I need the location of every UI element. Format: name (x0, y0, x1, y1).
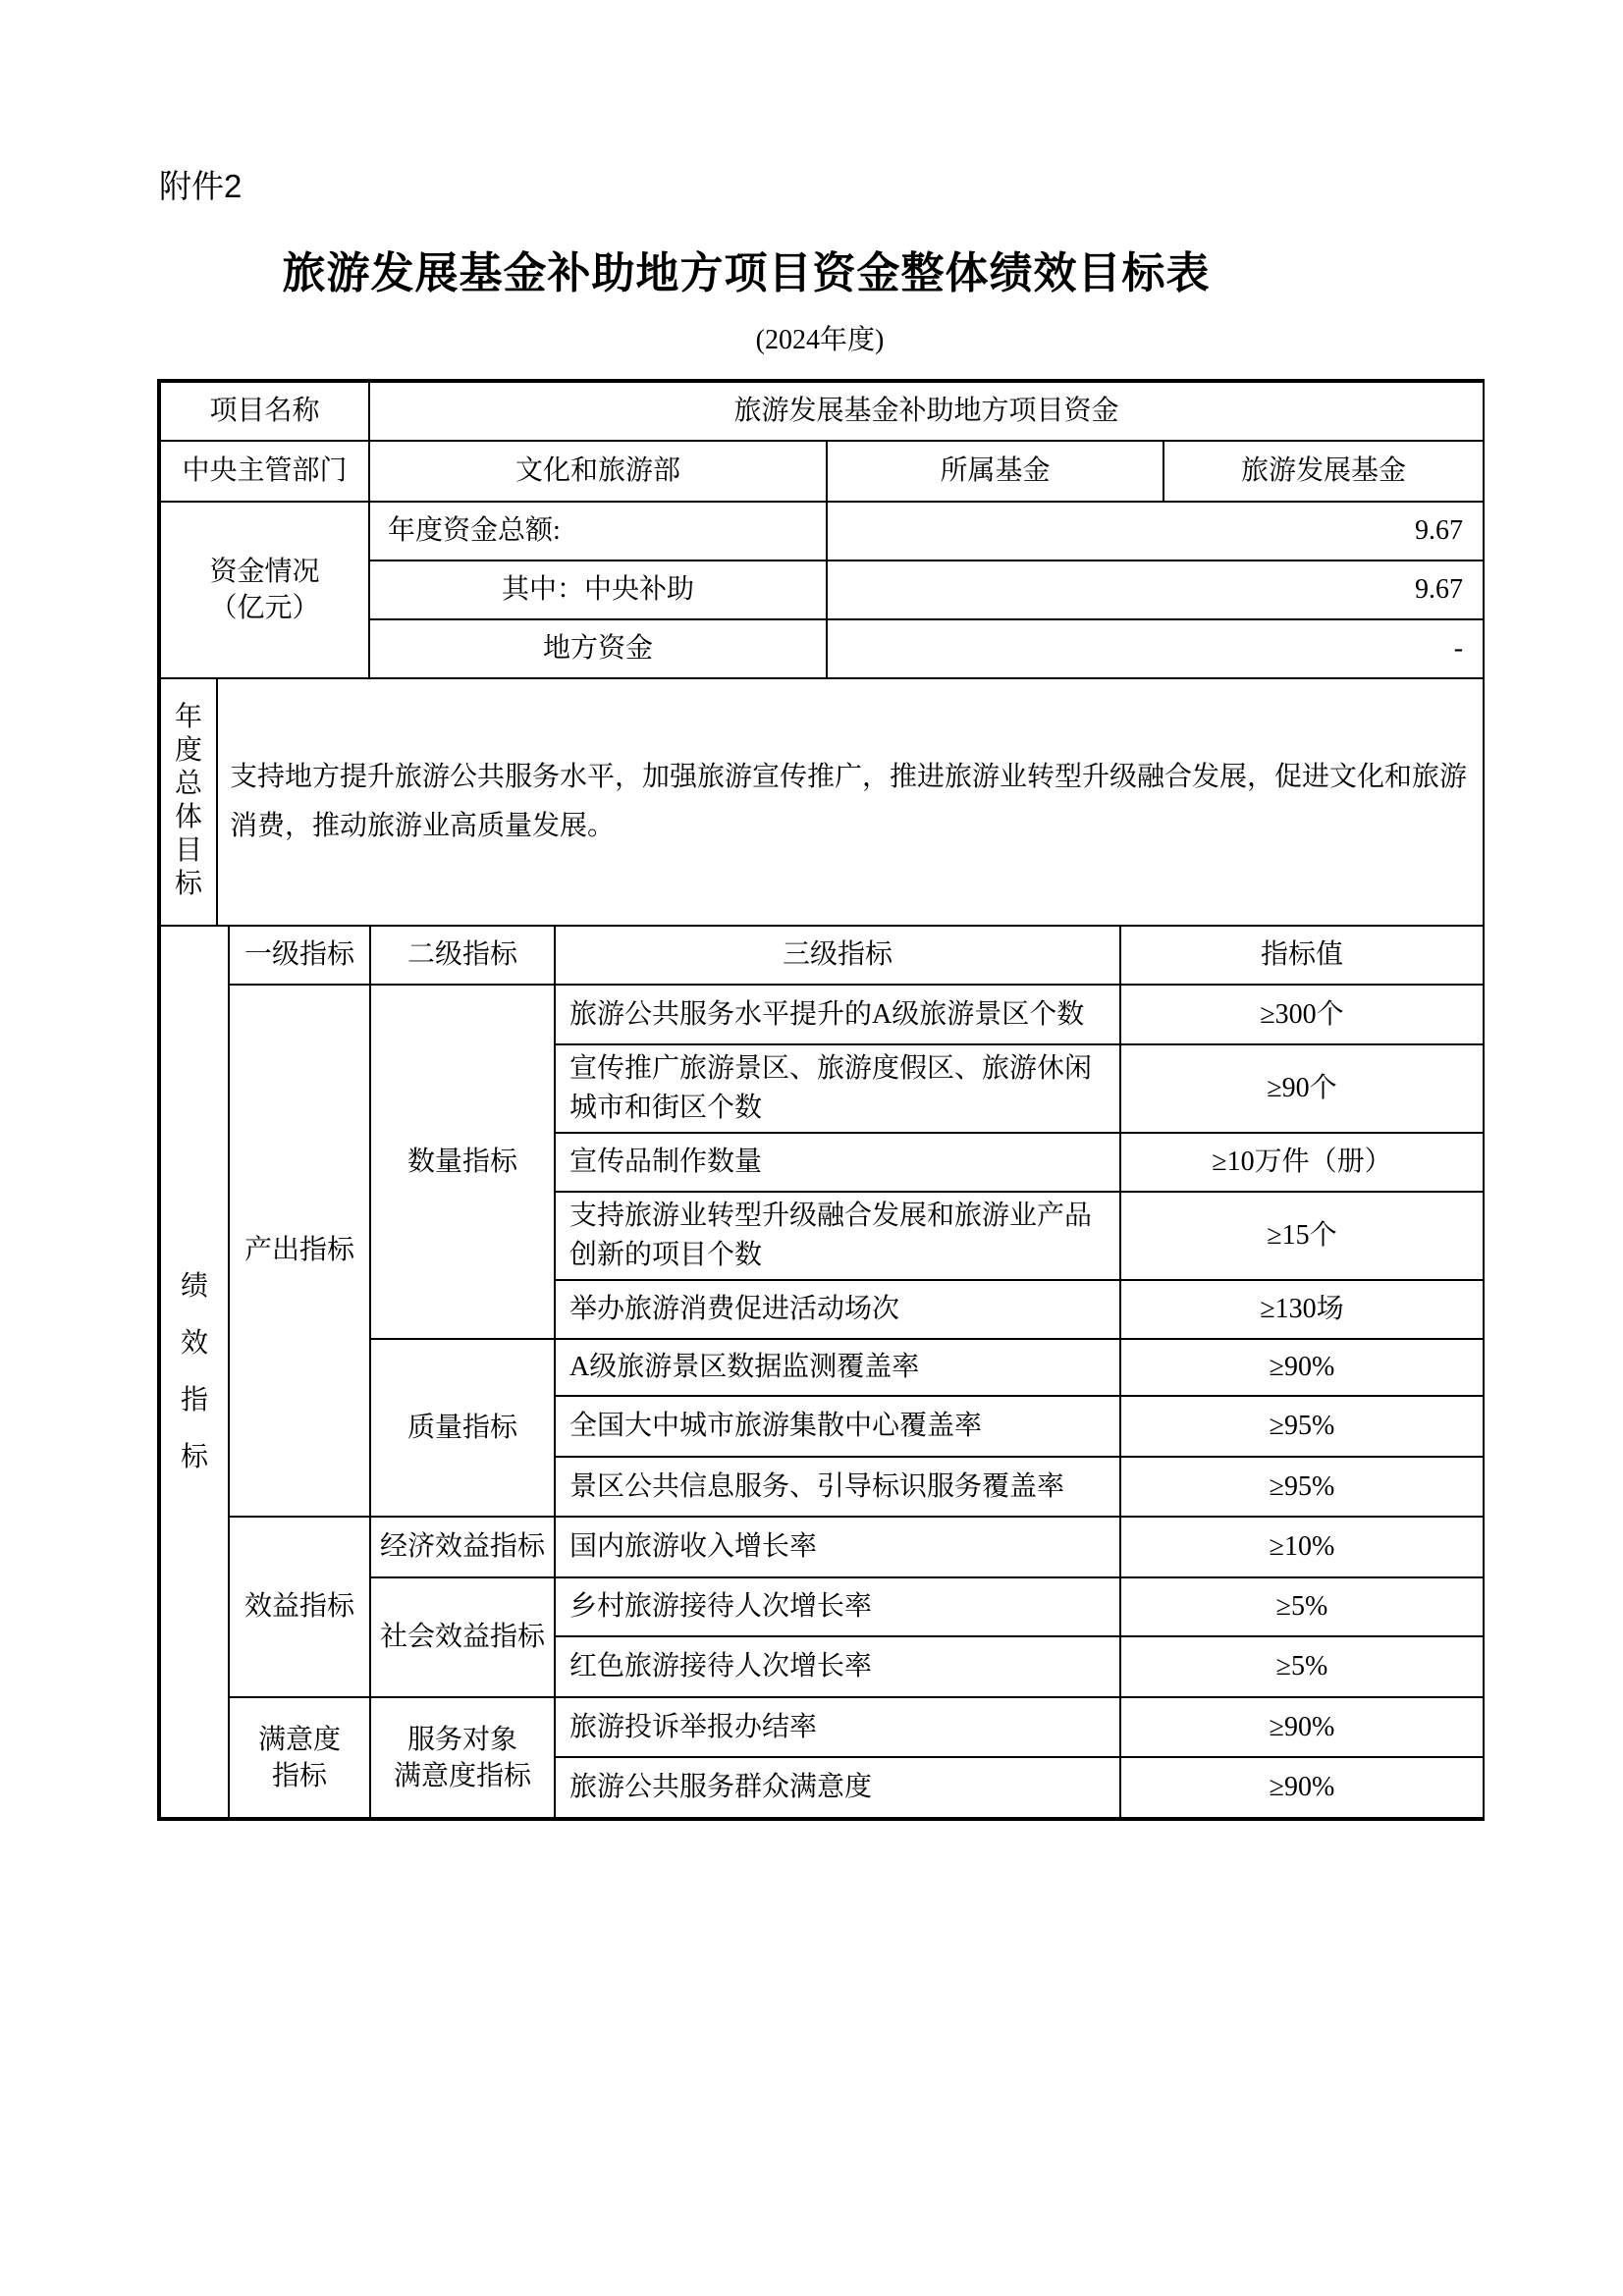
header-level2: 二级指标 (370, 926, 555, 985)
annual-total-value: 9.67 (827, 502, 1484, 561)
annual-total-row (160, 502, 1484, 561)
funding-label-line2: （亿元） (209, 593, 320, 623)
indicator-value: ≥5% (1120, 1636, 1484, 1697)
indicator-level3: 旅游投诉举报办结率 (555, 1697, 1120, 1757)
annual-goal-text: 支持地方提升旅游公共服务水平，加强旅游宣传推广，推进旅游业转型升级融合发展，促进文化和旅游消费，推动旅游业高质量发展。 (217, 678, 1484, 926)
annual-goal-row (160, 678, 1484, 926)
indicator-level3: 举办旅游消费促进活动场次 (555, 1280, 1120, 1339)
indicator-level3: 旅游公共服务水平提升的A级旅游景区个数 (555, 985, 1120, 1044)
central-subsidy-label: 其中：中央补助 (369, 561, 827, 619)
indicator-level3: 支持旅游业转型升级融合发展和旅游业产品创新的项目个数 (555, 1192, 1120, 1280)
central-dept-label: 中央主管部门 (160, 441, 369, 502)
info-table (159, 381, 1485, 679)
indicator-value: ≥15个 (1120, 1192, 1484, 1280)
indicator-value: ≥10万件（册） (1120, 1133, 1484, 1192)
indicator-level3: 国内旅游收入增长率 (555, 1517, 1120, 1577)
indicator-level3: A级旅游景区数据监测覆盖率 (555, 1339, 1120, 1396)
project-name-row (160, 382, 1484, 441)
level2-economic: 经济效益指标 (370, 1517, 555, 1577)
funding-label-line1: 资金情况 (209, 557, 320, 587)
indicator-level3: 乡村旅游接待人次增长率 (555, 1577, 1120, 1636)
performance-target-table (157, 379, 1485, 1821)
header-level3: 三级指标 (555, 926, 1120, 985)
indicator-row (160, 1517, 1484, 1577)
level1-satisfaction-line1: 满意度 (257, 1724, 341, 1755)
indicator-level3: 红色旅游接待人次增长率 (555, 1636, 1120, 1697)
level2-service-target-line1: 服务对象 (406, 1724, 517, 1755)
level1-benefit: 效益指标 (229, 1517, 370, 1697)
indicator-level3: 全国大中城市旅游集散中心覆盖率 (555, 1396, 1120, 1457)
annual-goal-label (160, 678, 217, 926)
page-title: 旅游发展基金补助地方项目资金整体绩效目标表 (282, 249, 1211, 297)
funding-label (160, 502, 369, 678)
indicators-table (159, 925, 1485, 1819)
fund-label: 所属基金 (827, 441, 1163, 502)
central-subsidy-value: 9.67 (827, 561, 1484, 619)
annual-goal-table (159, 677, 1485, 927)
indicator-value: ≥90% (1120, 1339, 1484, 1396)
indicator-value: ≥95% (1120, 1457, 1484, 1517)
level2-service-target (370, 1697, 555, 1818)
indicator-level3: 宣传推广旅游景区、旅游度假区、旅游休闲城市和街区个数 (555, 1044, 1120, 1133)
indicator-row (160, 985, 1484, 1044)
indicator-level3: 景区公共信息服务、引导标识服务覆盖率 (555, 1457, 1120, 1517)
project-name-label: 项目名称 (160, 382, 369, 441)
level2-quality: 质量指标 (370, 1339, 555, 1517)
indicator-value: ≥90个 (1120, 1044, 1484, 1133)
indicator-level3: 宣传品制作数量 (555, 1133, 1120, 1192)
local-funds-label: 地方资金 (369, 619, 827, 678)
indicator-value: ≥90% (1120, 1757, 1484, 1818)
header-level1: 一级指标 (229, 926, 370, 985)
indicator-value: ≥90% (1120, 1697, 1484, 1757)
level2-social: 社会效益指标 (370, 1577, 555, 1697)
header-value: 指标值 (1120, 926, 1484, 985)
level2-quantity: 数量指标 (370, 985, 555, 1339)
level2-service-target-line2: 满意度指标 (393, 1760, 531, 1791)
indicators-header-row (160, 926, 1484, 985)
performance-side-label (160, 926, 229, 1818)
indicator-value: ≥300个 (1120, 985, 1484, 1044)
indicator-row (160, 1697, 1484, 1757)
project-name-value: 旅游发展基金补助地方项目资金 (369, 382, 1484, 441)
annual-goal-label-text: 年度总体目标 (174, 702, 202, 899)
level1-output: 产出指标 (229, 985, 370, 1517)
indicator-value: ≥5% (1120, 1577, 1484, 1636)
level1-satisfaction (229, 1697, 370, 1818)
central-dept-value: 文化和旅游部 (369, 441, 827, 502)
level1-satisfaction-line2: 指标 (271, 1760, 327, 1791)
attachment-label: 附件2 (159, 168, 243, 204)
annual-total-label: 年度资金总额: (369, 502, 827, 561)
fund-value: 旅游发展基金 (1163, 441, 1484, 502)
central-dept-row (160, 441, 1484, 502)
page-subtitle: (2024年度) (755, 325, 885, 355)
indicator-value: ≥130场 (1120, 1280, 1484, 1339)
indicator-level3: 旅游公共服务群众满意度 (555, 1757, 1120, 1818)
performance-side-label-text: 绩效指标 (180, 1270, 208, 1472)
indicator-value: ≥95% (1120, 1396, 1484, 1457)
local-funds-value: - (827, 619, 1484, 678)
indicator-value: ≥10% (1120, 1517, 1484, 1577)
